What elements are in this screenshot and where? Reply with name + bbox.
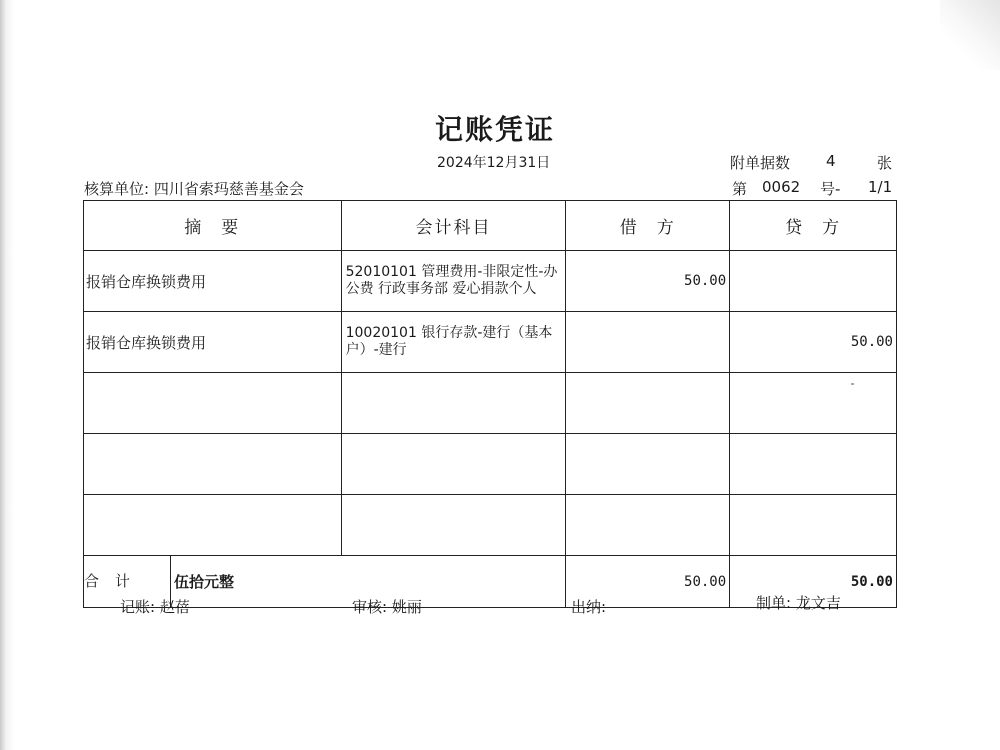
attachments-label: 附单据数 — [730, 154, 791, 172]
row-account — [341, 373, 566, 434]
attachments-unit: 张 — [877, 154, 893, 172]
scan-speck — [851, 383, 854, 385]
row-account: 10020101 银行存款-建行（基本户）-建行 — [341, 312, 566, 373]
row-account — [341, 495, 566, 556]
table-row — [84, 312, 897, 373]
row-debit — [566, 373, 730, 434]
cashier-signature — [571, 596, 606, 617]
table-row — [84, 434, 897, 495]
row-credit: 50.00 — [730, 312, 897, 373]
row-credit — [730, 251, 897, 312]
row-summary — [84, 495, 342, 556]
voucher-title: 记账凭证 — [434, 113, 555, 146]
unit-label: 核算单位: — [84, 180, 150, 198]
row-credit — [730, 495, 897, 556]
total-label: 合 计 — [84, 556, 171, 607]
preparer-signature — [756, 592, 841, 613]
voucher-date: 2024年12月31日 — [437, 155, 551, 171]
header-account: 会计科目 — [341, 201, 566, 251]
page-indicator: 1/1 — [868, 178, 893, 196]
row-summary: 报销仓库换锁费用 — [84, 251, 342, 312]
folded-corner — [940, 0, 1000, 70]
number-prefix: 第 — [732, 180, 748, 198]
header-debit: 借 方 — [566, 201, 730, 251]
header-summary: 摘 要 — [84, 201, 342, 251]
preparer-label: 制单: — [756, 594, 792, 612]
header-credit: 贷 方 — [730, 201, 897, 251]
voucher-table — [83, 200, 897, 608]
table-row — [84, 251, 897, 312]
reviewer-label: 审核: — [352, 598, 388, 616]
reviewer-name: 姚丽 — [391, 598, 422, 616]
row-summary — [84, 434, 342, 495]
accounting-unit — [84, 178, 304, 199]
row-debit: 50.00 — [566, 251, 730, 312]
number-suffix: 号- — [820, 180, 841, 198]
row-account: 52010101 管理费用-非限定性-办公费 行政事务部 爱心捐款个人 — [341, 251, 566, 312]
row-credit — [730, 434, 897, 495]
total-amount-in-words: 伍拾元整 — [174, 573, 235, 591]
bookkeeper-signature — [120, 596, 190, 617]
table-header-row — [84, 201, 897, 251]
cashier-label: 出纳: — [571, 598, 607, 616]
table-row — [84, 495, 897, 556]
row-summary: 报销仓库换锁费用 — [84, 312, 342, 373]
reviewer-signature — [352, 596, 422, 617]
row-debit — [566, 495, 730, 556]
unit-name: 四川省索玛慈善基金会 — [153, 180, 304, 198]
row-account — [341, 434, 566, 495]
row-summary — [84, 373, 342, 434]
row-debit — [566, 434, 730, 495]
row-credit — [730, 373, 897, 434]
attachments-number: 4 — [826, 152, 836, 170]
total-credit: 50.00 — [730, 556, 897, 608]
bookkeeper-name: 赵蓓 — [159, 598, 190, 616]
row-debit — [566, 312, 730, 373]
preparer-name: 龙文吉 — [795, 594, 841, 612]
number-value: 0062 — [762, 178, 801, 196]
table-row — [84, 373, 897, 434]
total-debit: 50.00 — [566, 556, 730, 608]
bookkeeper-label: 记账: — [120, 598, 156, 616]
